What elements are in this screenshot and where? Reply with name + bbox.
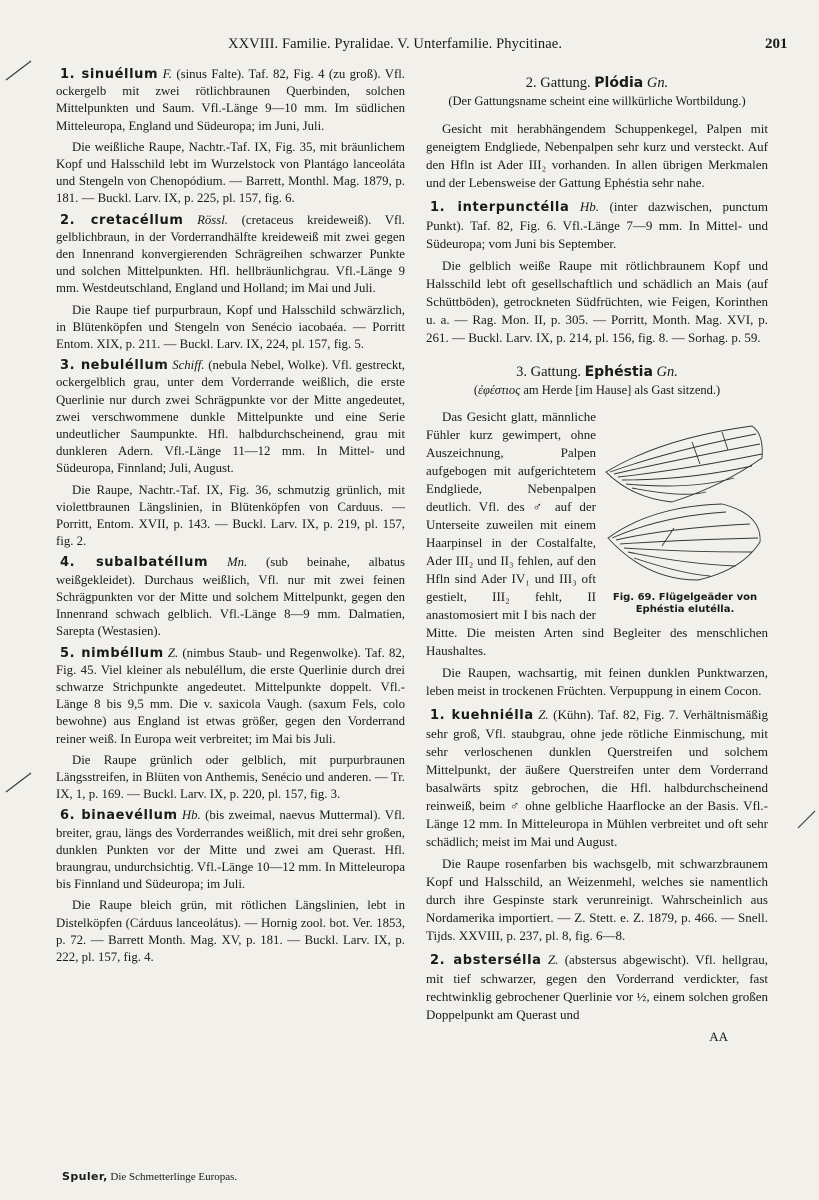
species-text: (nebula Nebel, Wolke). Vfl. gestreckt, ockergelblich grau, unter dem Vorderrande weißlich, die erste Querlinie nur durch zwei Schrägpunkte vor der Mitte angedeutet, zwei verschwommene dunkle Mittelpunkte und eine Serie undeutlicher Saumpunkte. Hfl. halbdurchscheinend, grau mit dunkleren Adern. Vfl.-Länge 11—12 mm. In Mittel- und Südeuropa, Finnland; Juli, August.	[56, 358, 406, 476]
signature-mark: AA	[709, 1029, 728, 1044]
species-author: Z.	[547, 952, 559, 967]
genus-author: Gn.	[646, 75, 669, 91]
footer-title: Die Schmetterlinge Europas.	[110, 1171, 238, 1183]
figure-caption: Fig. 69. Flügelgeäder von Ephéstia elutélla.	[612, 592, 758, 615]
left-column	[56, 66, 405, 970]
pencil-mark-icon	[4, 58, 34, 82]
larva-paragraph: Die Raupe tief purpurbraun, Kopf und Halsschild schwärzlich, in Blütenköpfen und Stengeln von Senécio iacobaéa. — Porritt Entom. XIX, p. 211. — Buckl. Larv. IX, 224, pl. 157, fig. 5.	[56, 302, 405, 352]
footer-line	[62, 1170, 237, 1183]
larva-paragraph: Die Raupe bleich grün, mit rötlichen Längslinien, lebt in Distelköpfen (Cárduus lanceolátus). — Hornig zool. bot. Ver. 1853, p. 72. — Barrett Month. Mag. XV, p. 181. — Buckl. Larv. IX, p. 222, pl. 157, fig. 4.	[56, 898, 405, 964]
footer-author: Spuler,	[62, 1170, 108, 1183]
species-entry	[56, 212, 405, 298]
species-author: Z.	[167, 645, 179, 660]
larva-paragraph: Die gelblich weiße Raupe mit rötlichbraunem Kopf und Halsschild lebt oft gesellschaftlich und schädlich an Mais (auf Schüttböden), getrockneten Südfrüchten, wie Feigen, Korinthen u. a. — Rag. Mon. II, p. 305. — Porritt, Month. Mag. XVI, p. 261. — Buckl. Larv. IX, p. 214, pl. 156, fig. 8. — Sorhag. p. 59.	[426, 257, 768, 345]
species-entry	[56, 357, 405, 477]
wing-venation-drawing	[602, 420, 768, 592]
running-header	[0, 36, 819, 60]
genus-heading	[426, 363, 768, 381]
genus-name: Plódia	[594, 75, 644, 91]
species-entry	[56, 807, 405, 893]
species-text: (cretaceus kreideweiß). Vfl. gelblichbraun, in der Vorderrandhälfte kreideweiß mit zwei gegen den Innenrand konvergierenden Schrägreihen schwarzer Punkte und solchen Mittelpunkten. Hfl. hellbräunlichgrau. Vfl.-Länge 9 mm. Westdeutschland, England und Holland; im Mai und Juli.	[56, 212, 406, 296]
genus-heading	[426, 74, 768, 92]
species-name: 1. kuehniélla	[430, 708, 534, 723]
genus-number: 3. Gattung.	[516, 363, 581, 380]
species-author: F.	[162, 67, 172, 81]
species-text: (sinus Falte). Taf. 82, Fig. 4 (zu groß). Vfl. ockergelb mit zwei rötlichbraunen Querbinden, solchen Mittelpunkten und Saum. Vfl.-Länge 9—10 mm. Im südlichen Mitteleuropa, England und Südeuropa; im Juni, Juli.	[56, 67, 405, 133]
species-name: 5. nimbéllum	[60, 645, 164, 661]
genus-author: Gn.	[656, 363, 678, 380]
species-text: (abstersus abgewischt). Vfl. hellgrau, mit tief schwarzer, gegen den Vorderrand verdickter, fast rechtwinklig gebrochener Querlinie vor ½, einem solchen großen Doppelpunkt am Querast und	[426, 952, 769, 1022]
species-name: 2. cretacéllum	[60, 212, 184, 228]
species-name: 3. nebuléllum	[60, 358, 169, 374]
species-text: (inter dazwischen, punctum Punkt). Taf. 82, Fig. 6. Vfl.-Länge 7—9 mm. In Mittel- und Südeuropa; vom Juni bis September.	[426, 198, 769, 251]
larva-paragraph: Die Raupe grünlich oder gelblich, mit purpurbraunen Längsstreifen, in Blüten von Anthemis, Senécio und anderen. — Tr. IX, 1, p. 169. — Buckl. Larv. IX, p. 220, pl. 157, fig. 3.	[56, 752, 405, 802]
species-name: 2. abstersélla	[430, 953, 542, 968]
species-text: (Kühn). Taf. 82, Fig. 7. Verhältnismäßig sehr groß, Vfl. staubgrau, ohne jede rötliche Einmischung, mit sehr verloschenen dunklen Querstreifen und solchem Mittelpunkt, der äußere Querstreifen unter dem Vorderrand basalwärts spitz gebrochen, die Hfl. halbdurchscheinend reinweiß, beim ♂ ohne gelbliche Haarflocke an der Basis. Vfl.-Länge 12 mm. In Mitteleuropa in Mühlen verbreitet und oft sehr schädlich; meist im Mai und August.	[426, 707, 768, 849]
species-author: Hb.	[181, 808, 201, 823]
species-entry	[426, 198, 768, 253]
species-name: 1. interpunctélla	[430, 199, 570, 215]
genus-name: Ephéstia	[584, 363, 653, 380]
genus-note: (ἐφέστιος am Herde [im Hause] als Gast sitzend.)	[473, 382, 721, 397]
species-entry	[426, 951, 768, 1024]
genus-note: (Der Gattungsname scheint eine willkürliche Wortbildung.)	[448, 94, 746, 108]
page-number: 201	[765, 36, 788, 52]
species-name: 4. subalbatéllum	[60, 555, 209, 571]
species-author: Hb.	[579, 198, 599, 214]
right-column	[426, 72, 768, 1046]
pencil-mark-icon	[4, 770, 34, 794]
species-text: (sub beinahe, albatus weißgekleidet). Durchaus weißlich, Vfl. nur mit zwei feinen Schrägpunkten vor der Mitte und solchem Mittelpunkt, gegen den Innenrand schwach gelblich. Vfl.-Länge 8—9 mm. Dalmatien, Sarepta (Westasien).	[56, 555, 405, 639]
larva-paragraph: Die Raupe, Nachtr.-Taf. IX, Fig. 36, schmutzig grünlich, mit violettbraunen Längslinien, in Blütenköpfen von Carduus. — Porritt, Entom. XVII, p. 143. — Buckl. Larv. IX, p. 219, pl. 157, fig. 2.	[56, 482, 405, 549]
larva-paragraph: Die weißliche Raupe, Nachtr.-Taf. IX, Fig. 35, mit bräunlichem Kopf und Halsschild lebt im Wurzelstock von Plantágo lanceoláta und Stengeln von Chenopódium. — Barrett, Monthl. Mag. 1879, p. 181. — Buckl. Larv. IX, p. 225, pl. 157, fig. 6.	[56, 139, 405, 206]
species-author: Mn.	[226, 555, 248, 570]
species-entry	[426, 706, 768, 851]
species-author: Schiff.	[172, 358, 205, 373]
species-entry	[56, 645, 405, 748]
larva-paragraph: Die Raupen, wachsartig, mit feinen dunklen Punktwarzen, leben meist in trockenen Früchten. Verpuppung in einem Cocon.	[426, 665, 768, 698]
genus-note-text: am Herde [im Hause] als Gast sitzend.)	[523, 382, 721, 397]
species-name: 1. sinuéllum	[60, 67, 159, 82]
greek-word: ἐφέστιος	[478, 382, 521, 397]
species-text: (nimbus Staub- und Regenwolke). Taf. 82, Fig. 45. Viel kleiner als nebuléllum, die erste Querlinie durch drei schwarze Strichpunkte angedeutet. Mittelpunkte doppelt. Vfl.-Länge 8 bis 9,5 mm. Die v. saxicola Vaugh. (saxum Fels, colo bewohne) aus England ist etwas größer, gegen den Vorderrand reiner weiß. In Europa weit verbreitet; im Mai bis Juli.	[56, 645, 405, 746]
species-entry	[56, 66, 405, 135]
species-entry	[56, 554, 405, 640]
wing-venation-figure	[602, 420, 768, 616]
genus-description: Gesicht mit herabhängendem Schuppenkegel, Palpen mit geneigtem Endgliede, Nebenpalpen sehr kurz und versteckt. Auf den Hfln ist Ader III₂ vorhanden. In allen übrigen Merkmalen und der Lebensweise der Gattung Ephéstia sehr nahe.	[426, 120, 768, 190]
species-author: Z.	[538, 707, 549, 722]
genus-number: 2. Gattung.	[525, 75, 591, 91]
species-text: (bis zweimal, naevus Muttermal). Vfl. breiter, grau, längs des Vorderrandes weißlich, mit drei sehr großen, dunklen Punkten vor der Mitte und zwei am Querast. Hfl. braungrau, undurchsichtig. Vfl.-Länge 10—12 mm. In Mitteleuropa bis Finnland und Südeuropa; im Juli.	[56, 808, 406, 892]
genus-description: Das Gesicht glatt, männliche Fühler kurz gewimpert, ohne Auszeichnung, Palpen aufgebogen mit aufgerichtetem Endgliede, Nebenpalpen deutlich. Vfl. des ♂ auf der Unterseite zuweilen mit einem Haarpinsel in der Costalfalte, Ader III₂ und II₃ fehlen, auf den Hfln sind Ader IV₁ und III₃ oft gestielt, III₂ fehlt, II anastomosiert mit I bis nach der Mitte. Die meisten Arten sind Begleiter des menschlichen Haushaltes.	[426, 409, 768, 658]
header-title: XXVIII. Familie. Pyralidae. V. Unterfamilie. Phycitinae.	[228, 36, 563, 52]
pencil-mark-icon	[796, 808, 818, 832]
species-name: 6. binaevéllum	[60, 808, 178, 824]
species-author: Rössl.	[197, 212, 229, 227]
larva-paragraph: Die Raupe rosenfarben bis wachsgelb, mit schwarzbraunem Kopf und Halsschild, an Weizenmehl, welches sie namentlich durch ihre Gespinste stark verunreinigt. Wahrscheinlich aus Nordamerika importiert. — Z. Stett. e. Z. 1879, p. 466. — Snell. Tijds. XXVIII, p. 237, pl. 8, fig. 6—8.	[426, 856, 768, 943]
